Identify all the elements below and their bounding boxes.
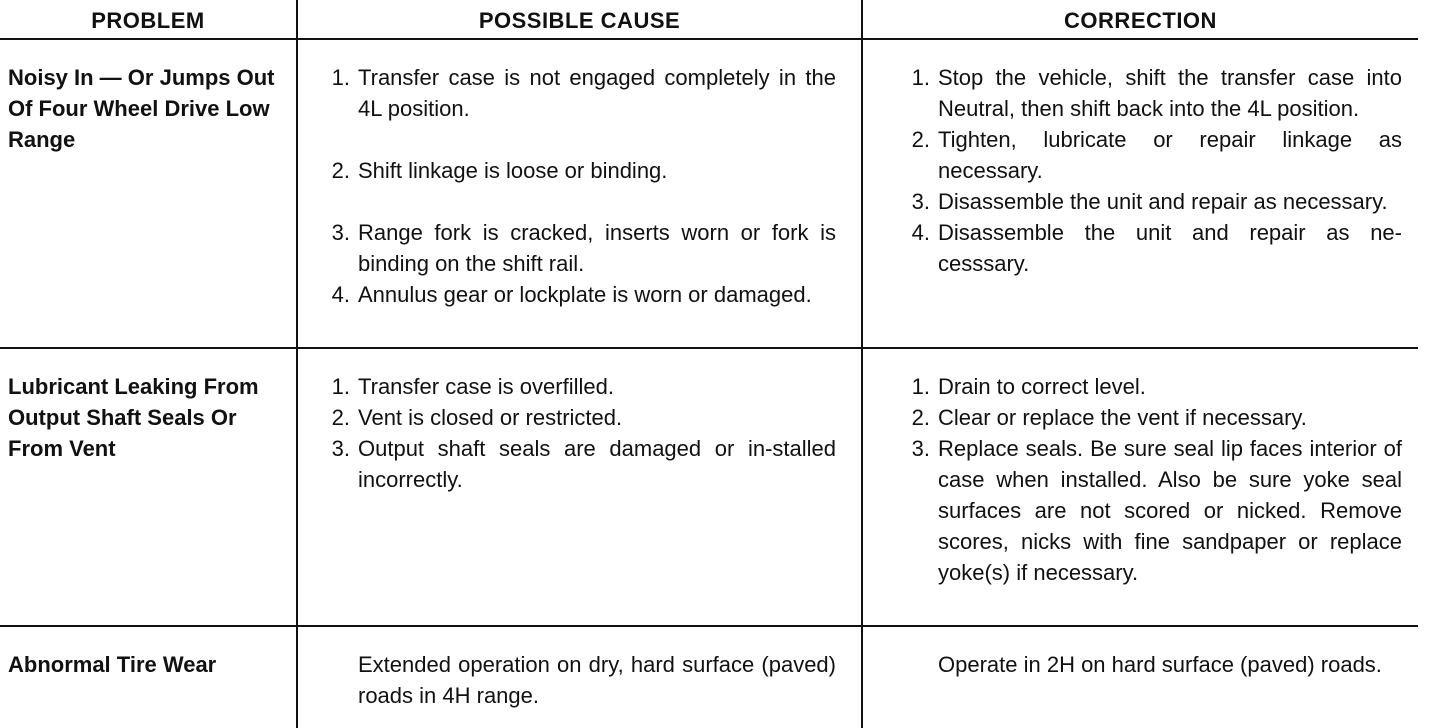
row-2-corrections <box>898 371 1402 588</box>
item-text: Annulus gear or lockplate is worn or damaged. <box>358 282 812 307</box>
cause-item <box>318 433 836 495</box>
cause-item <box>318 155 836 186</box>
cause-item <box>318 402 836 433</box>
item-text: Tighten, lubricate or repair linkage as necessary. <box>938 127 1402 183</box>
header-problem: PROBLEM <box>91 8 205 33</box>
correction-item <box>898 371 1402 402</box>
column-divider-1 <box>296 0 298 728</box>
item-text: Replace seals. Be sure seal lip faces interior of case when installed. Also be sure yoke seal surfaces are not scored or nicked. Remove scores, nicks with fine sandpaper or replace yoke(s) if necessary. <box>938 436 1402 585</box>
item-number: 1. <box>331 374 350 399</box>
item-number: 2. <box>331 158 350 183</box>
correction-item <box>898 124 1402 186</box>
item-text: Shift linkage is loose or binding. <box>358 158 668 183</box>
correction-item <box>898 402 1402 433</box>
item-text: Drain to correct level. <box>938 374 1146 399</box>
cause-item <box>318 62 836 124</box>
item-number: 3. <box>331 436 350 461</box>
item-text: Range fork is cracked, inserts worn or fork is binding on the shift rail. <box>358 220 836 276</box>
cause-item <box>318 217 836 279</box>
item-number: 4. <box>331 282 350 307</box>
item-number: 2. <box>331 405 350 430</box>
column-divider-2 <box>861 0 863 728</box>
row-divider-1 <box>0 347 1418 349</box>
row-1-causes <box>318 62 836 310</box>
row-3-cause: Extended operation on dry, hard surface (paved) roads in 4H range. <box>358 652 836 708</box>
header-correction: CORRECTION <box>1064 8 1217 33</box>
row-3-problem: Abnormal Tire Wear <box>8 652 217 677</box>
item-text: Output shaft seals are damaged or in-stalled incorrectly. <box>358 436 836 492</box>
item-number: 1. <box>911 65 930 90</box>
cause-item <box>318 371 836 402</box>
item-text: Transfer case is not engaged completely in the 4L position. <box>358 65 836 121</box>
correction-item <box>898 62 1402 124</box>
row-1-problem: Noisy In — Or Jumps Out Of Four Wheel Drive Low Range <box>8 65 275 152</box>
row-3-correction: Operate in 2H on hard surface (paved) roads. <box>938 652 1382 677</box>
row-1-corrections <box>898 62 1402 279</box>
item-number: 1. <box>911 374 930 399</box>
row-2-causes <box>318 371 836 495</box>
item-number: 3. <box>331 220 350 245</box>
item-number: 4. <box>911 220 930 245</box>
item-text: Stop the vehicle, shift the transfer case into Neutral, then shift back into the 4L position. <box>938 65 1402 121</box>
item-number: 3. <box>911 189 930 214</box>
correction-item <box>898 186 1402 217</box>
header-possible-cause: POSSIBLE CAUSE <box>478 8 681 33</box>
row-divider-2 <box>0 625 1418 627</box>
item-text: Disassemble the unit and repair as necessary. <box>938 189 1388 214</box>
item-text: Transfer case is overfilled. <box>358 374 614 399</box>
header-rule <box>0 38 1418 40</box>
item-text: Vent is closed or restricted. <box>358 405 623 430</box>
item-number: 1. <box>331 65 350 90</box>
item-number: 2. <box>911 127 930 152</box>
item-number: 3. <box>911 436 930 461</box>
cause-item <box>318 279 836 310</box>
item-number: 2. <box>911 405 930 430</box>
item-text: Disassemble the unit and repair as ne-cesssary. <box>938 220 1402 276</box>
item-text: Clear or replace the vent if necessary. <box>938 405 1307 430</box>
correction-item <box>898 433 1402 588</box>
correction-item <box>898 217 1402 279</box>
row-2-problem: Lubricant Leaking From Output Shaft Seals Or From Vent <box>8 374 259 461</box>
